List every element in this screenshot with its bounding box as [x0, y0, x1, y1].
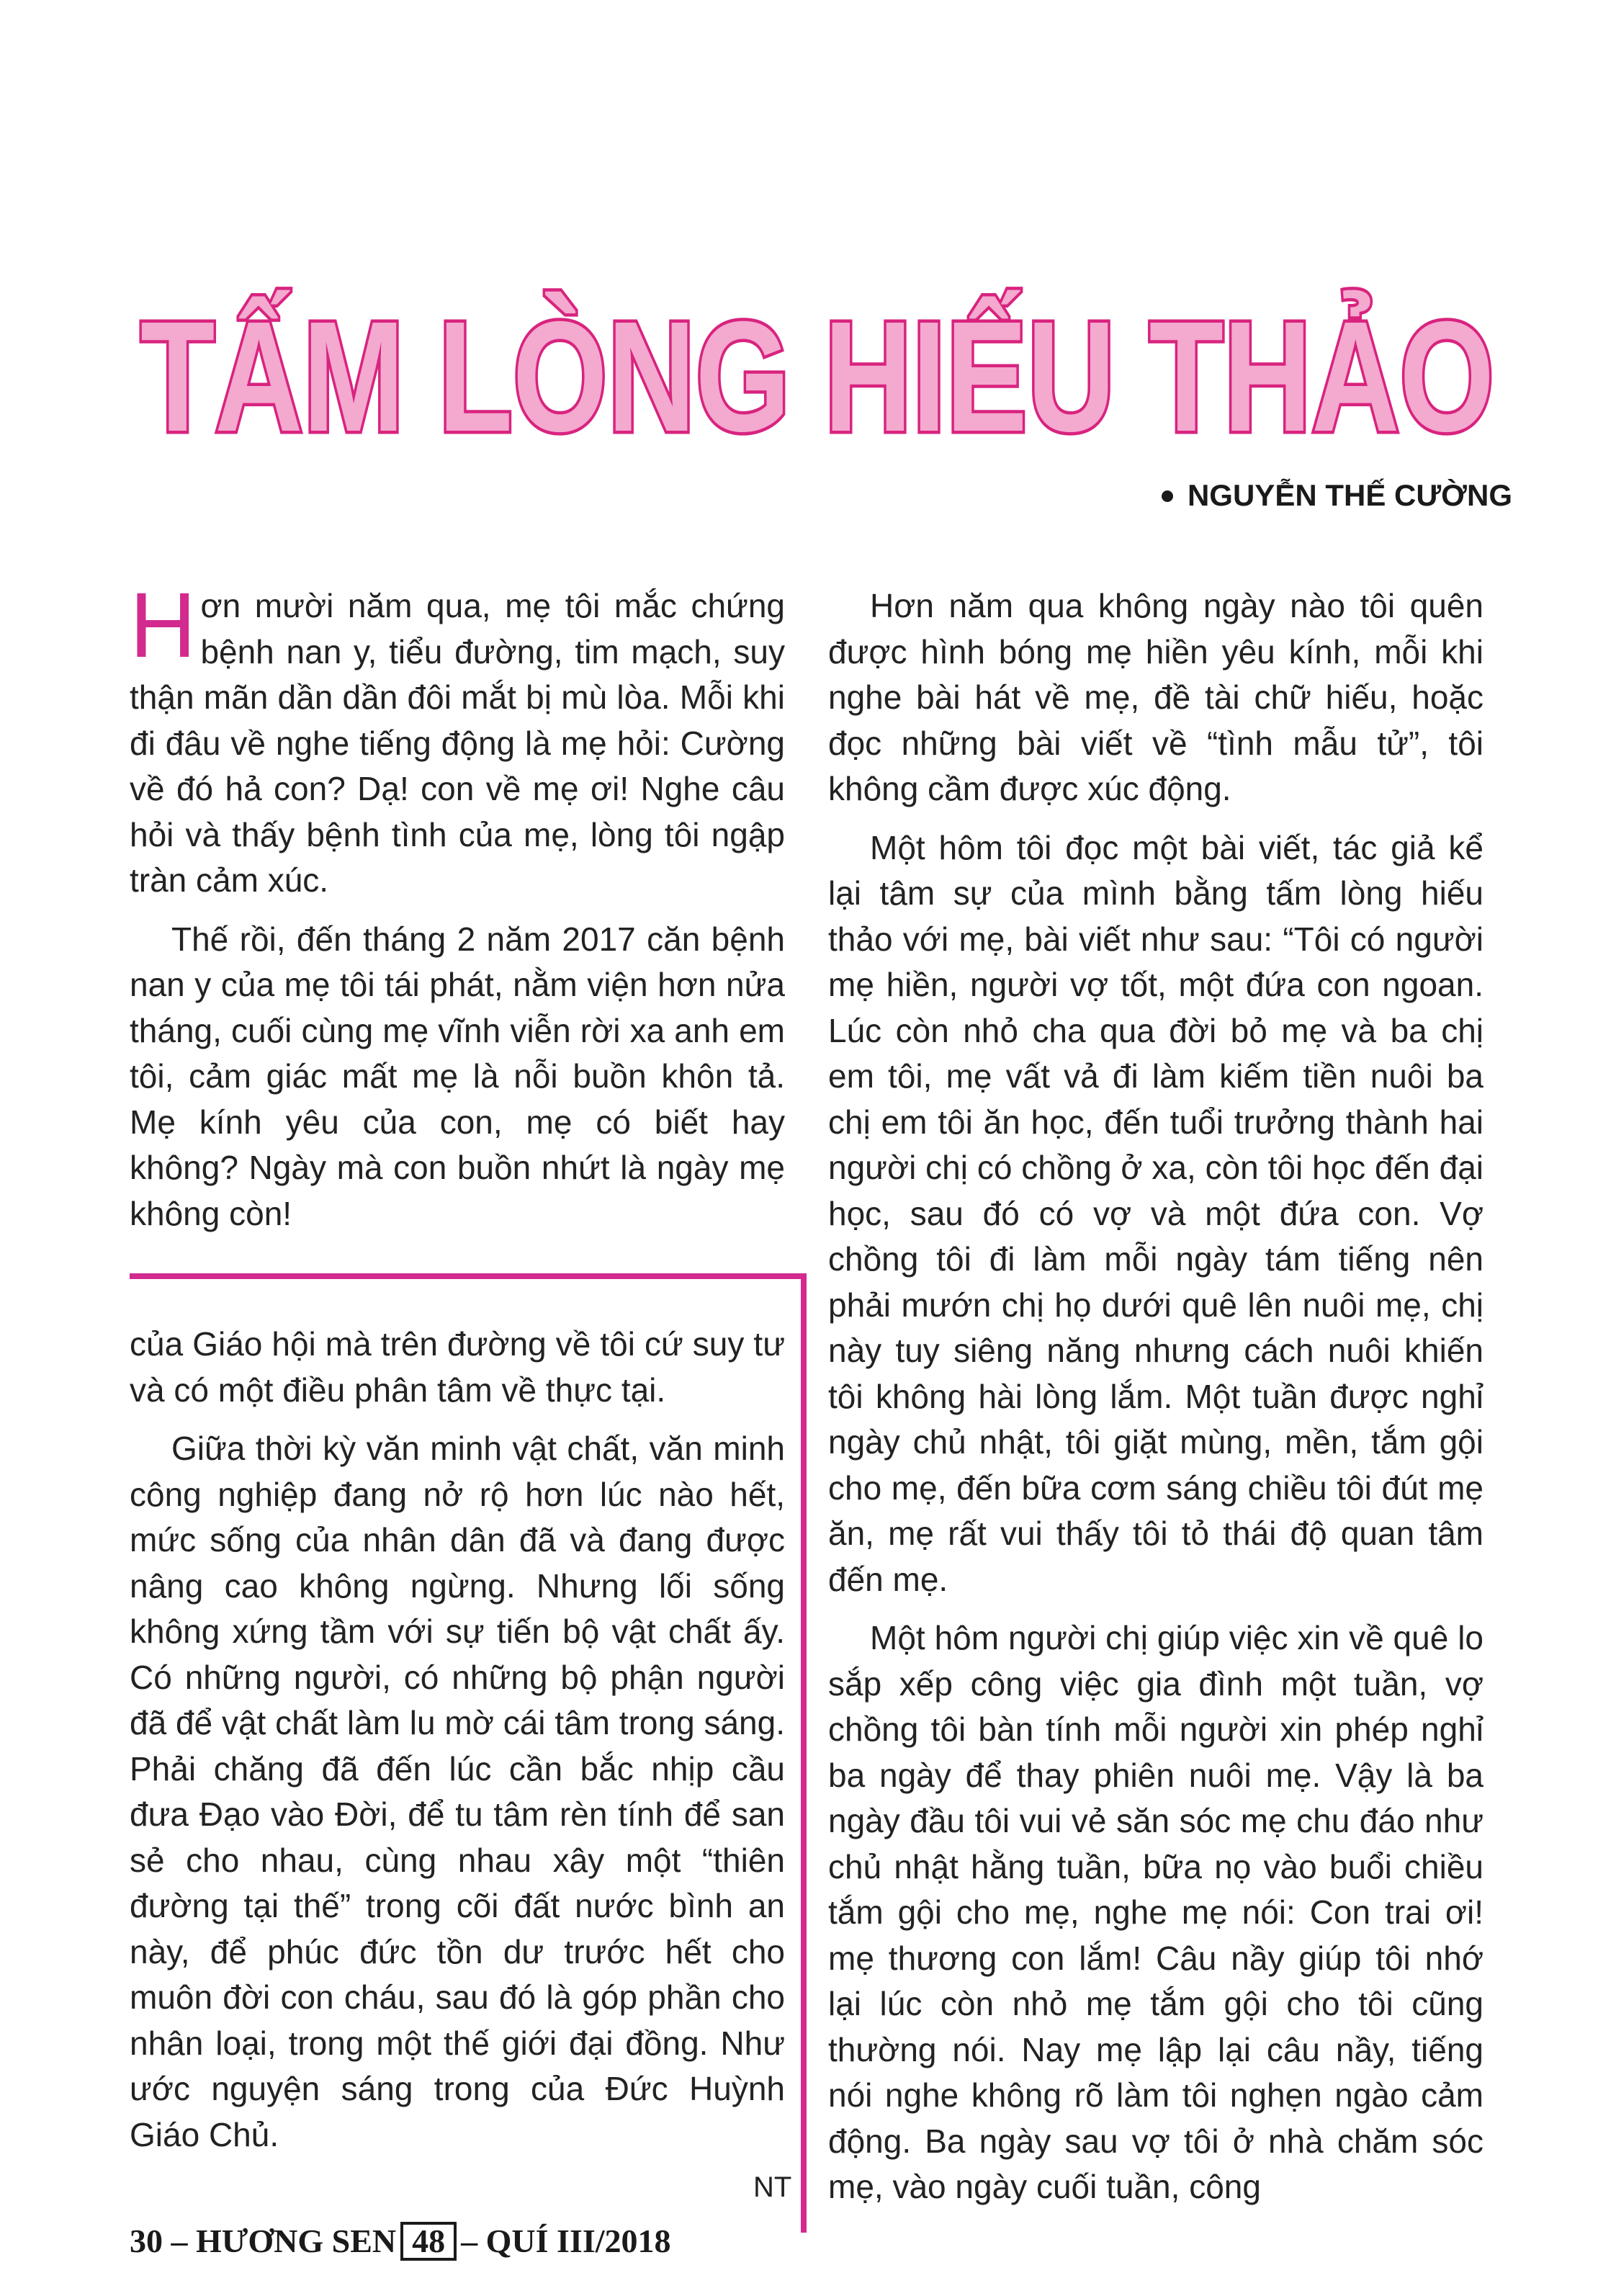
paragraph: Một hôm tôi đọc một bài viết, tác giả kể lại tâm sự của mình bằng tấm lòng hiếu thảo với mẹ, bài viết như sau: “Tôi có người mẹ hiền, người vợ tốt, một đứa con ngoan. Lúc còn nhỏ cha qua đời bỏ mẹ và ba chị em tôi, mẹ vất vả đi làm kiếm tiền nuôi ba chị em tôi ăn học, đến tuổi trưởng thành hai người chị có chồng ở xa, còn tôi học đến đại học, sau đó có vợ và một đứa con. Vợ chồng tôi đi làm mỗi ngày tám tiếng nên phải mướn chị họ dưới quê lên nuôi mẹ, chị này tuy siêng năng nhưng cách nuôi khiến tôi không hài lòng lắm. Một tuần được nghỉ ngày chủ nhật, tôi giặt mùng, mền, tắm gội cho mẹ, đến bữa cơm sáng chiều tôi đút mẹ ăn, mẹ rất vui thấy tôi tỏ thái độ quan tâm đến mẹ.: [828, 828, 1483, 1598]
footer-dash: –: [171, 2223, 188, 2259]
paragraph: của Giáo hội mà trên đường về tôi cứ suy tư và có một điều phân tâm về thực tại.: [130, 1325, 785, 1409]
issue-quarter: QUÍ III/2018: [485, 2223, 671, 2259]
paragraph: [130, 574, 785, 904]
page-footer: [130, 2222, 671, 2261]
right-column: [828, 583, 1483, 2223]
author-name: NGUYỄN THẾ CƯỜNG: [1187, 478, 1512, 512]
issue-number: 48: [400, 2222, 457, 2261]
signature: NT: [753, 2171, 792, 2203]
byline: [1066, 478, 1512, 513]
paragraph: Thế rồi, đến tháng 2 năm 2017 căn bệnh nan y của mẹ tôi tái phát, nằm viện hơn nửa tháng, cuối cùng mẹ vĩnh viễn rời xa anh em tôi, cảm giác mất mẹ là nỗi buồn khôn tả. Mẹ kính yêu của con, mẹ có biết hay không? Ngày mà con buồn nhứt là ngày mẹ không còn!: [130, 920, 785, 1232]
left-column-bottom: [130, 1322, 785, 2171]
section-divider-vertical: [801, 1273, 807, 2233]
page-number: 30: [130, 2223, 163, 2259]
magazine-name: HƯƠNG SEN: [196, 2223, 397, 2259]
footer-dash: –: [461, 2223, 478, 2259]
paragraph: Giữa thời kỳ văn minh vật chất, văn minh công nghiệp đang nở rộ hơn lúc nào hết, mức sống của nhân dân đã và đang được nâng cao không ngừng. Nhưng lối sống không xứng tầm với sự tiến bộ vật chất ấy. Có những người, có những bộ phận người đã để vật chất làm lu mờ cái tâm trong sáng. Phải chăng đã đến lúc cần bắc nhịp cầu đưa Đạo vào Đời, để tu tâm rèn tính để san sẻ cho nhau, cùng nhau xây một “thiên đường tại thế” trong cõi đất nước bình an này, để phúc đức tồn dư trước hết cho muôn đời con cháu, sau đó là góp phần cho nhân loại, trong một thế giới đại đồng. Như ước nguyện sáng trong của Đức Huỳnh Giáo Chủ.: [130, 1430, 785, 2153]
title-art: [126, 266, 1509, 483]
left-column-top: [130, 574, 785, 1250]
section-divider-horizontal: [130, 1273, 807, 1279]
drop-cap: H: [130, 574, 197, 677]
paragraph: Một hôm người chị giúp việc xin về quê lo sắp xếp công việc gia đình một tuần, vợ chồng tôi bàn tính mỗi người xin phép nghỉ ba ngày để thay phiên nuôi mẹ. Vậy là ba ngày đầu tôi vui vẻ săn sóc mẹ chu đáo như chủ nhật hằng tuần, bữa nọ vào buổi chiều tắm gội cho mẹ, nghe mẹ nói: Con trai ơi! mẹ thương con lắm! Câu nầy giúp tôi nhớ lại lúc còn nhỏ mẹ tắm gội cho tôi cũng thường nói. Nay mẹ lập lại câu nầy, tiếng nói nghe không rõ làm tôi nghẹn ngào cảm động. Ba ngày sau vợ tôi ở nhà chăm sóc mẹ, vào ngày cuối tuần, công: [828, 1619, 1483, 2205]
title-text: TẤM LÒNG HIẾU THẢO: [140, 290, 1494, 465]
paragraph-text: ơn mười năm qua, mẹ tôi mắc chứng bệnh nan y, tiểu đường, tim mạch, suy thận mãn dần dần đôi mắt bị mù lòa. Mỗi khi đi đâu về nghe tiếng động là mẹ hỏi: Cường về đó hả con? Dạ! con về mẹ ơi! Nghe câu hỏi và thấy bệnh tình của mẹ, lòng tôi ngập tràn cảm xúc.: [130, 587, 785, 899]
paragraph: Hơn năm qua không ngày nào tôi quên được hình bóng mẹ hiền yêu kính, mỗi khi nghe bài hát về mẹ, đề tài chữ hiếu, hoặc đọc những bài viết về “tình mẫu tử”, tôi không cầm được xúc động.: [828, 587, 1483, 807]
article-title: [126, 266, 1509, 483]
bullet-icon: [1162, 490, 1173, 502]
